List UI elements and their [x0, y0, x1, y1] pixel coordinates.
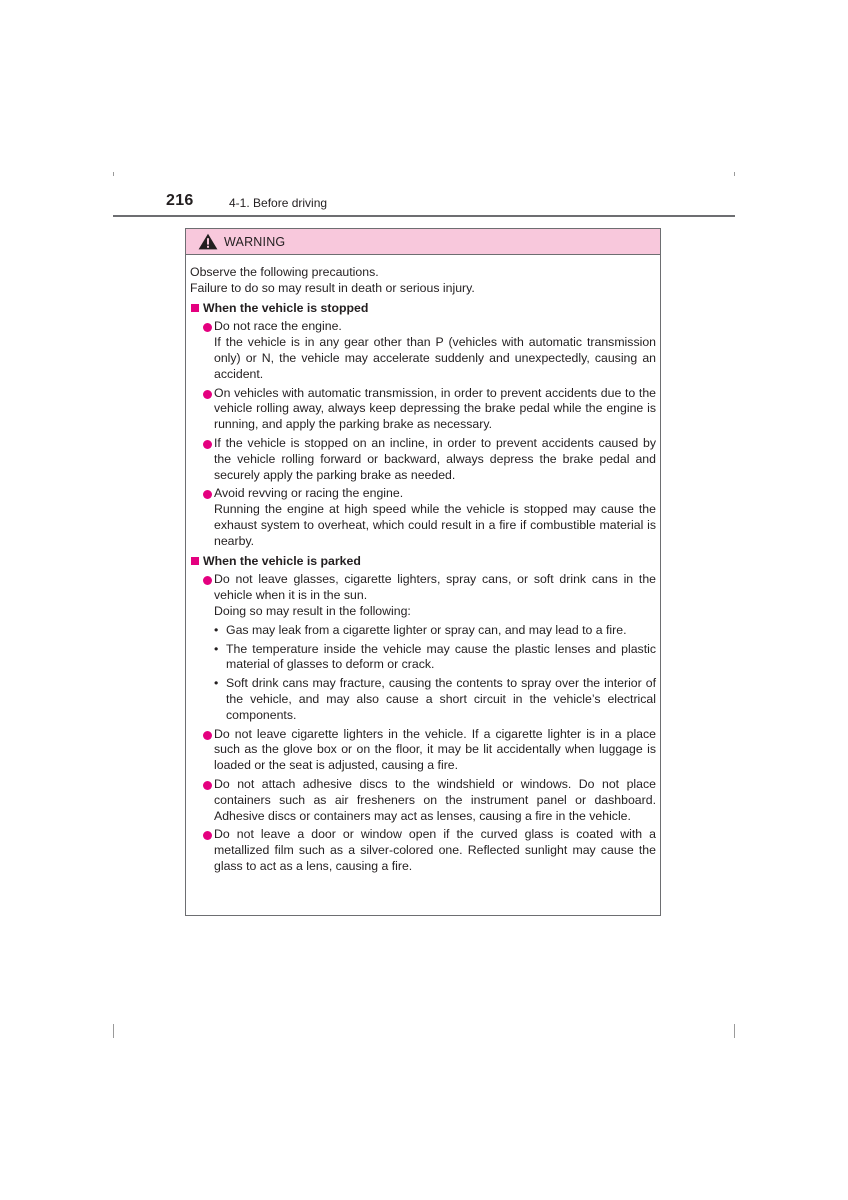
bullet-dot-icon: [203, 576, 212, 585]
header-rule: [113, 215, 735, 217]
bullet-point-icon: •: [214, 641, 219, 656]
sub-list-item: [190, 623, 656, 639]
item-line: Do not leave glasses, cigarette lighters, spray cans, or soft drink cans in the vehicle when it is in the sun.: [214, 572, 656, 603]
warning-box: [185, 228, 661, 916]
list-item: [190, 827, 656, 874]
sub-list: [190, 623, 656, 724]
warning-triangle-icon: [198, 233, 218, 250]
sub-item-text: Gas may leak from a cigarette lighter or spray can, and may lead to a fire.: [226, 622, 627, 637]
list-item: [190, 436, 656, 483]
list-item: [190, 572, 656, 619]
square-bullet-icon: [191, 557, 199, 565]
section-heading-text: When the vehicle is parked: [203, 553, 361, 568]
item-line: Do not attach adhesive discs to the windshield or windows. Do not place containers such as air fresheners on the instrument panel or dashboard. Adhesive discs or containers may act as lenses, causing a fire in the vehicle.: [214, 776, 656, 823]
list-item: [190, 727, 656, 774]
list-item: [190, 486, 656, 549]
crop-mark: [113, 172, 114, 176]
crop-mark: [113, 1024, 114, 1038]
bullet-dot-icon: [203, 490, 212, 499]
section-heading-parked: [190, 554, 656, 570]
warning-header: [186, 229, 660, 255]
item-line: On vehicles with automatic transmission, in order to prevent accidents due to the vehicle rolling away, always keep depressing the brake pedal while the engine is running, and apply the parking brake as necessary.: [214, 385, 656, 432]
section-heading-text: When the vehicle is stopped: [203, 300, 369, 315]
crop-mark: [734, 172, 735, 176]
warning-intro: [190, 265, 656, 297]
item-line: Running the engine at high speed while the vehicle is stopped may cause the exhaust system to overheat, which could result in a fire if combustible material is nearby.: [214, 502, 656, 548]
section-heading-stopped: [190, 301, 656, 317]
list-item: [190, 386, 656, 433]
page-header: [113, 192, 735, 217]
item-line: Do not leave a door or window open if the curved glass is coated with a metallized film such as a silver-colored one. Reflected sunlight may cause the glass to act as a lens, causing a fire.: [214, 827, 656, 873]
section-title: 4-1. Before driving: [229, 196, 328, 210]
bullet-dot-icon: [203, 390, 212, 399]
list-item: [190, 319, 656, 382]
sub-item-text: The temperature inside the vehicle may cause the plastic lenses and plastic material of glasses to deform or crack.: [226, 641, 656, 672]
bullet-point-icon: •: [214, 622, 219, 637]
item-line: Do not leave cigarette lighters in the vehicle. If a cigarette lighter is in a place such as the glove box or on the floor, it may be lit accidentally when luggage is loaded or the seat is adjusted, causing a fire.: [214, 726, 656, 773]
bullet-dot-icon: [203, 323, 212, 332]
warning-body: [186, 255, 660, 875]
bullet-dot-icon: [203, 831, 212, 840]
square-bullet-icon: [191, 304, 199, 312]
item-line: Avoid revving or racing the engine.: [214, 486, 404, 501]
list-item: [190, 777, 656, 824]
crop-mark: [734, 1024, 735, 1038]
bullet-dot-icon: [203, 440, 212, 449]
item-line: If the vehicle is in any gear other than P (vehicles with automatic transmission only) or N, the vehicle may accelerate suddenly and unexpectedly, causing an accident.: [214, 335, 656, 381]
sub-list-item: [190, 642, 656, 674]
item-line: Doing so may result in the following:: [214, 603, 411, 618]
bullet-point-icon: •: [214, 676, 219, 691]
warning-title: WARNING: [224, 234, 286, 249]
bullet-dot-icon: [203, 781, 212, 790]
bullet-dot-icon: [203, 731, 212, 740]
item-line: Do not race the engine.: [214, 319, 342, 334]
page-number: 216: [166, 192, 194, 209]
intro-line: Observe the following precautions.: [190, 265, 379, 279]
item-line: If the vehicle is stopped on an incline, in order to prevent accidents caused by the vehicle rolling forward or backward, always depress the brake pedal and securely apply the parking brake as needed.: [214, 435, 656, 482]
intro-line: Failure to do so may result in death or serious injury.: [190, 280, 475, 295]
sub-list-item: [190, 676, 656, 723]
sub-item-text: Soft drink cans may fracture, causing the contents to spray over the interior of the vehicle, and may also cause a short circuit in the vehicle’s electrical components.: [226, 676, 656, 722]
